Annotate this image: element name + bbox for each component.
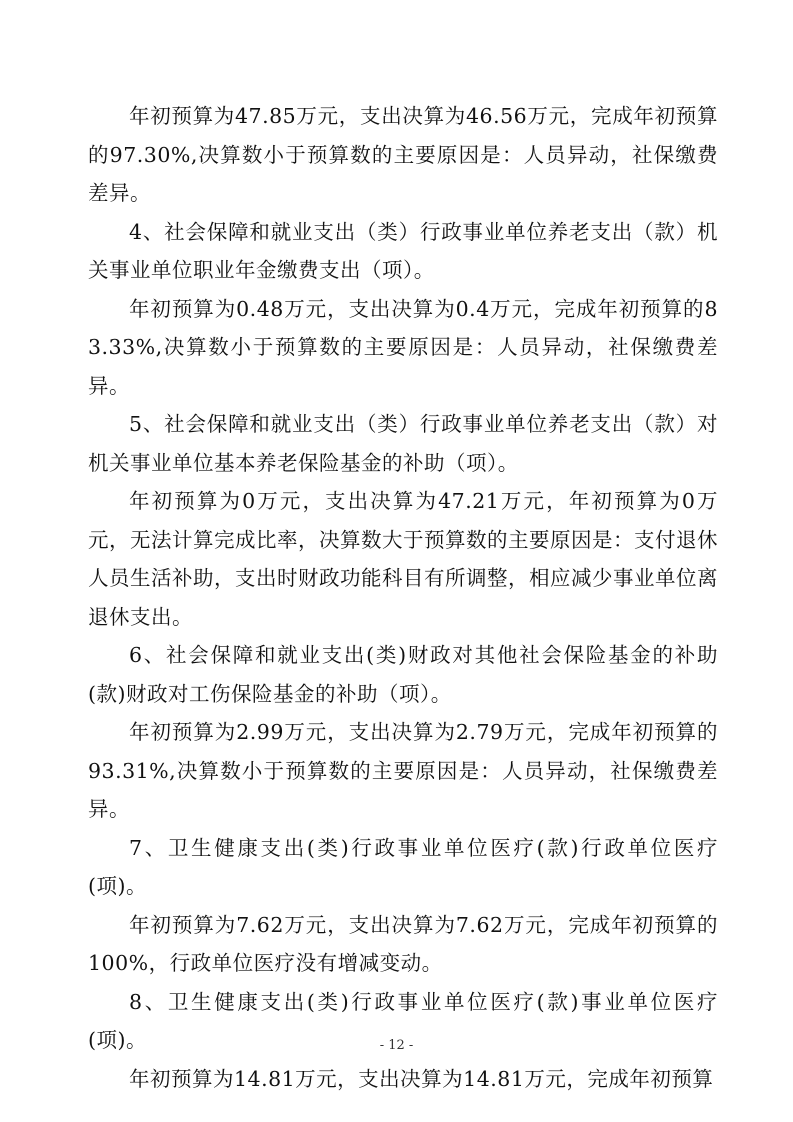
paragraph-item-6-heading: 6、社会保障和就业支出(类)财政对其他社会保险基金的补助(款)财政对工伤保险基金的补助（项）。 (88, 643, 718, 706)
paragraph-budget-item-5-detail: 年初预算为0万元，支出决算为47.21万元，年初预算为0万元，无法计算完成比率，决算数大于预算数的主要原因是：支付退休人员生活补助，支出时财政功能科目有所调整，相应减少事业单位离退休支出。 (88, 489, 718, 629)
paragraph-item-4-heading: 4、社会保障和就业支出（类）行政事业单位养老支出（款）机关事业单位职业年金缴费支出（项）。 (88, 219, 718, 282)
paragraph-item-7-heading: 7、卫生健康支出(类)行政事业单位医疗(款)行政单位医疗(项)。 (88, 835, 718, 898)
paragraph-budget-item-3-detail: 年初预算为47.85万元，支出决算为46.56万元，完成年初预算的97.30%,决算数小于预算数的主要原因是：人员异动，社保缴费差异。 (88, 104, 718, 205)
paragraph-budget-item-8-detail: 年初预算为14.81万元，支出决算为14.81万元，完成年初预算 (129, 1066, 714, 1091)
page-number: - 12 - (379, 1038, 414, 1053)
paragraph-item-5-heading: 5、社会保障和就业支出（类）行政事业单位养老支出（款）对机关事业单位基本养老保险基金的补助（项）。 (88, 412, 718, 475)
document-body (88, 97, 718, 1098)
paragraph-budget-item-4-detail: 年初预算为0.48万元，支出决算为0.4万元，完成年初预算的83.33%,决算数小于预算数的主要原因是：人员异动，社保缴费差异。 (88, 296, 718, 398)
paragraph-item-8-heading: 8、卫生健康支出(类)行政事业单位医疗(款)事业单位医疗(项)。 (88, 989, 718, 1052)
paragraph-budget-item-7-detail: 年初预算为7.62万元，支出决算为7.62万元，完成年初预算的100%，行政单位医疗没有增减变动。 (88, 912, 718, 975)
paragraph-budget-item-6-detail: 年初预算为2.99万元，支出决算为2.79万元，完成年初预算的93.31%,决算数小于预算数的主要原因是：人员异动，社保缴费差异。 (88, 720, 718, 821)
